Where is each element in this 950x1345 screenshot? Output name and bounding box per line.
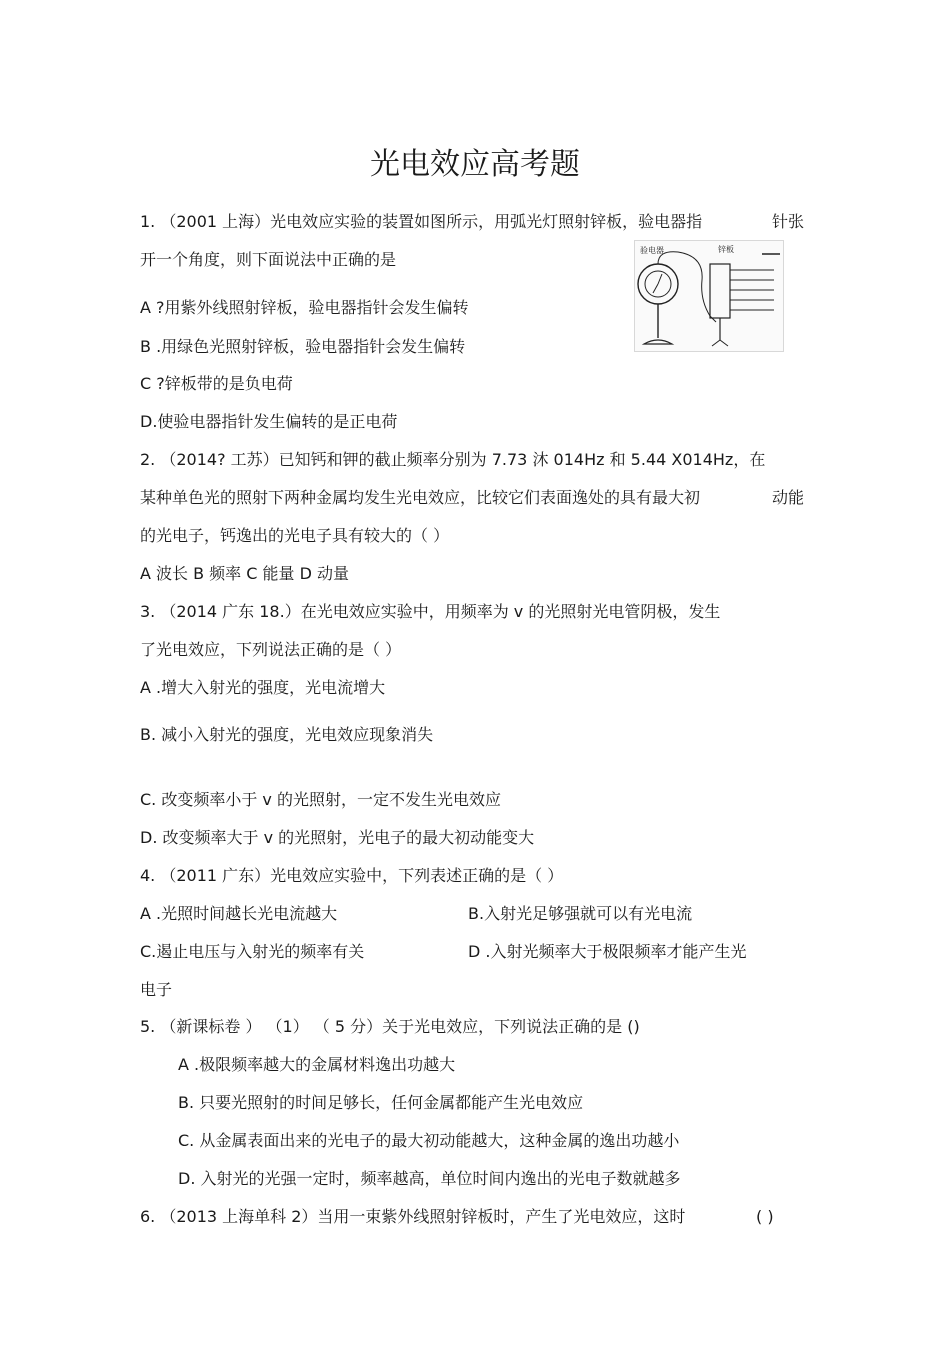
q1-option-a: A ?用紫外线照射锌板，验电器指针会发生偏转 xyxy=(140,298,469,317)
q1-option-d: D.使验电器指针发生偏转的是正电荷 xyxy=(140,412,398,431)
q3-option-b: B. 减小入射光的强度，光电效应现象消失 xyxy=(140,725,434,744)
q3-option-d: D. 改变频率大于 v 的光照射，光电子的最大初动能变大 xyxy=(140,828,535,847)
q5-stem: 5. （新课标卷 ） （1） （ 5 分）关于光电效应，下列说法正确的是 () xyxy=(140,1017,640,1036)
q4-option-a: A .光照时间越长光电流越大 xyxy=(140,904,338,923)
q2-stem-line2-end: 动能 xyxy=(772,488,805,507)
q1-stem-line1: 1. （2001 上海）光电效应实验的装置如图所示，用弧光灯照射锌板，验电器指 xyxy=(140,212,703,231)
q1-option-c: C ?锌板带的是负电荷 xyxy=(140,374,293,393)
q3-stem-line2: 了光电效应，下列说法正确的是（ ） xyxy=(140,640,402,659)
electroscope-diagram xyxy=(634,240,784,352)
q2-options: A 波长 B 频率 C 能量 D 动量 xyxy=(140,564,350,583)
q5-option-b: B. 只要光照射的时间足够长，任何金属都能产生光电效应 xyxy=(178,1093,584,1112)
q1-option-b: B .用绿色光照射锌板，验电器指针会发生偏转 xyxy=(140,337,466,356)
q4-option-d-continued: 电子 xyxy=(140,980,173,999)
q6-answer-paren: ( ) xyxy=(756,1207,774,1226)
q5-option-c: C. 从金属表面出来的光电子的最大初动能越大，这种金属的逸出功越小 xyxy=(178,1131,680,1150)
q1-stem-line2: 开一个角度，则下面说法中正确的是 xyxy=(140,250,397,269)
q6-stem: 6. （2013 上海单科 2）当用一束紫外线照射锌板时，产生了光电效应，这时 xyxy=(140,1207,686,1226)
q5-option-d: D. 入射光的光强一定时，频率越高，单位时间内逸出的光电子数就越多 xyxy=(178,1169,681,1188)
q4-option-b: B.入射光足够强就可以有光电流 xyxy=(468,904,693,923)
q3-stem-line1: 3. （2014 广东 18.）在光电效应实验中，用频率为 v 的光照射光电管阴极，发生 xyxy=(140,602,721,621)
q4-option-c: C.遏止电压与入射光的频率有关 xyxy=(140,942,365,961)
q4-stem: 4. （2011 广东）光电效应实验中，下列表述正确的是（ ） xyxy=(140,866,564,885)
q5-option-a: A .极限频率越大的金属材料逸出功越大 xyxy=(178,1055,456,1074)
electroscope-figure xyxy=(634,240,784,352)
electroscope-label: 验电器 xyxy=(640,246,664,255)
q3-option-c: C. 改变频率小于 v 的光照射，一定不发生光电效应 xyxy=(140,790,501,809)
q4-option-d: D .入射光频率大于极限频率才能产生光 xyxy=(468,942,747,961)
q2-stem-line2: 某种单色光的照射下两种金属均发生光电效应，比较它们表面逸处的具有最大初 xyxy=(140,488,701,507)
q2-stem-line1: 2. （2014? 工苏）已知钙和钾的截止频率分别为 7.73 沐 014Hz 和 5.44 X014Hz，在 xyxy=(140,450,766,469)
page-title: 光电效应高考题 xyxy=(370,147,580,182)
q1-stem-line1-end: 针张 xyxy=(772,212,805,231)
zinc-plate-label: 锌板 xyxy=(718,245,734,254)
q2-stem-line3: 的光电子，钙逸出的光电子具有较大的（ ） xyxy=(140,526,450,545)
q3-option-a: A .增大入射光的强度，光电流增大 xyxy=(140,678,386,697)
